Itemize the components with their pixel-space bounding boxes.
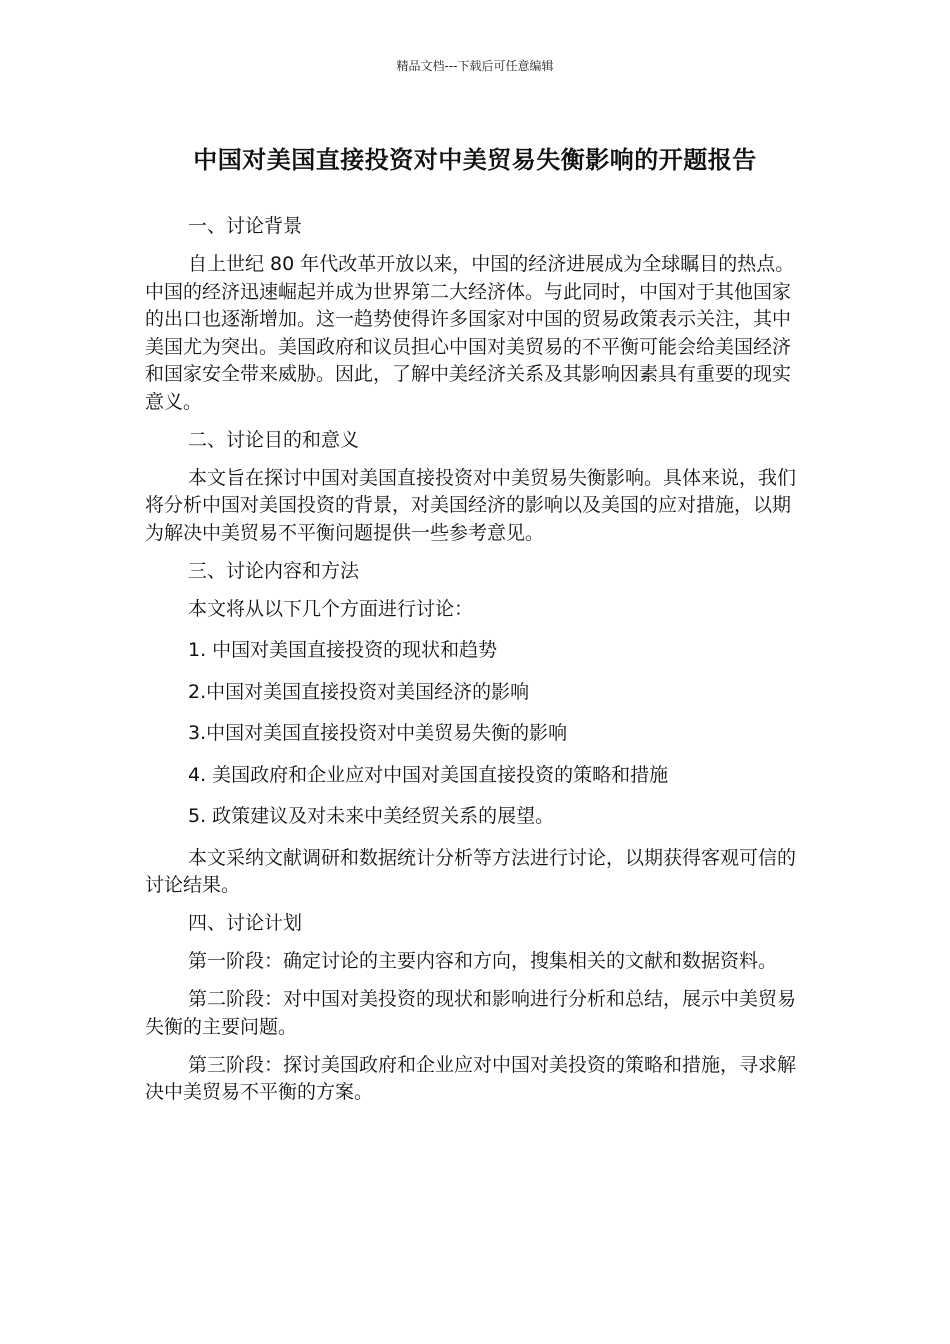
paragraph-stage-2: 第二阶段：对中国对美投资的现状和影响进行分析和总结，展示中美贸易失衡的主要问题。 [145, 988, 797, 1038]
section-heading-content-method: 三、讨论内容和方法 [188, 559, 360, 582]
paragraph-stage-3: 第三阶段：探讨美国政府和企业应对中国对美投资的策略和措施，寻求解决中美贸易不平衡的方案。 [145, 1053, 797, 1103]
section-heading-plan: 四、讨论计划 [188, 912, 303, 934]
list-item: 2.中国对美国直接投资对美国经济的影响 [188, 680, 530, 703]
list-item: 3.中国对美国直接投资对中美贸易失衡的影响 [188, 722, 568, 744]
paragraph-background: 自上世纪 80 年代改革开放以来，中国的经济进展成为全球瞩目的热点。中国的经济迅速崛起并成为世界第二大经济体。与此同时，中国对于其他国家的出口也逐渐增加。这一趋势使得许多国家对中国的贸易政策表示关注，其中美国尤为突出。美国政府和议员担心中国对美贸易的不平衡可能会给美国经济和国家安全带来威胁。因此，了解中美经济关系及其影响因素具有重要的现实意义。 [145, 253, 795, 413]
paragraph-stage-1: 第一阶段：确定讨论的主要内容和方向，搜集相关的文献和数据资料。 [188, 950, 778, 972]
list-item: 4. 美国政府和企业应对中国对美国直接投资的策略和措施 [188, 763, 669, 786]
paragraph-purpose: 本文旨在探讨中国对美国直接投资对中美贸易失衡影响。具体来说，我们将分析中国对美国投资的背景，对美国经济的影响以及美国的应对措施，以期为解决中美贸易不平衡问题提供一些参考意见。 [145, 466, 797, 544]
section-heading-purpose: 二、讨论目的和意义 [188, 428, 360, 451]
document-title: 中国对美国直接投资对中美贸易失衡影响的开题报告 [193, 146, 757, 174]
list-item: 1. 中国对美国直接投资的现状和趋势 [188, 639, 498, 661]
paragraph-method: 本文采纳文献调研和数据统计分析等方法进行讨论，以期获得客观可信的讨论结果。 [145, 846, 797, 896]
paragraph-content-intro: 本文将从以下几个方面进行讨论： [188, 597, 474, 620]
page-header: 精品文档---下载后可任意编辑 [396, 59, 554, 73]
list-item: 5. 政策建议及对未来中美经贸关系的展望。 [188, 805, 555, 827]
section-heading-background: 一、讨论背景 [188, 215, 303, 237]
document-body [145, 213, 805, 1117]
